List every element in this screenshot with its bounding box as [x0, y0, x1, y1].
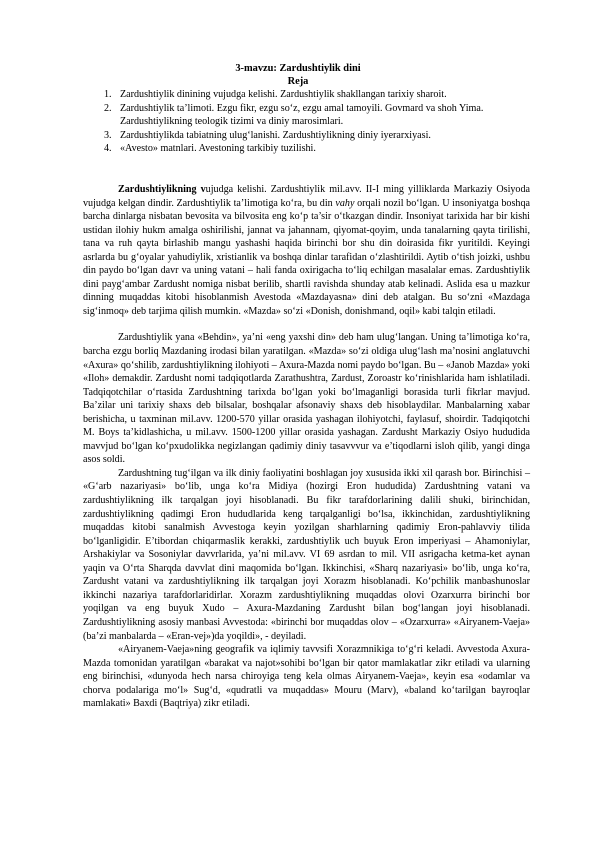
document-body [83, 183, 530, 711]
plan-item-number: 3. [104, 129, 112, 141]
plan-heading: Reja [287, 76, 309, 87]
paragraph: Zardushtning tug‘ilgan va ilk diniy faoliyatini boshlagan joy xususida ikki xil qarash bor. Birinchisi – «G‘arb nazariyasi» bo‘lib, unga ko‘ra Midiya (hozirgi Eron hududida) Zardushtning vatani va zardushtiylikning ilk tarqalgan joyi hisoblanadi. Bu fikr tarafdorlarining dalili shuki, birinchidan, zardushtiylikning qadimgi Eron hududlarida keng tarqalganligi bo‘lsa, ikkinchidan, zardushtiylikning muqaddas kitobi sanalmish Avvestoga keyin yozilgan sharhlarning qadimiy Eron-pahlavviy tilida bo‘lganligidir. E’tibordan chiqarmaslik kerakki, zardushtiylik uch buyuk Eron imperiyasi – Ahamoniylar, Arshakiylar va Sosoniylar davvrlarida, ya’ni mil.avv. VI 69 asrdan to mil. VII asrigacha ketma-ket aynan yaqin va O‘rta Sharqda davvlat dini maqomida bo‘lgan. Ikkinchisi, «Sharq nazariyasi» bo‘lib, unga ko‘ra, Zardusht vatani va zardushtiylikning ilk tarqalgan joyi Xorazm hisoblanadi. Ko‘pchilik manbashunoslar ikkinchi nazariya tarafdorlaridirlar. Xorazm zardushtiylikning muqaddas olovi Ozarxurra birinchi bor yoqilgan va eng buyuk Xudo – Axura-Mazdaning Zardusht bilan bog‘langan joyi hisoblanadi. Zardushtiylikning asosiy manbasi Avvestoda: «birinchi bor muqaddas olov – «Ozarxurra» «Airyanem-Vaeja» (ba’zi manbalarda – «Eran-vej»)da yoqildi», - deyiladi. [83, 467, 530, 642]
plan-list [104, 88, 530, 156]
paragraph: Zardushtiylik yana «Behdin», ya’ni «eng yaxshi din» deb ham ulug‘langan. Uning ta’limotiga ko‘ra, barcha ezgu borliq Mazdaning irodasi bilan yaratilgan. «Mazda» so‘zi oldiga ulug‘lash ma’nosini anglatuvchi «Axura» qo‘shilib, zardushtiylikning ilohiyoti – Axura-Mazda nomi paydo bo‘lgan. Bu – «Janob Mazda» yoki «Iloh» demakdir. Zardusht nomi tadqiqotlarda Zarathushtra, Zardust, Zoroastr ko‘rinishlarida ham ishlatiladi. Tadqiqotchilar o‘rtasida Zardushtning tarixda bo‘lgan yoki bo‘lmaganligi borasida turli fikrlar mavjud. Ba’zilar uni tarixiy shaxs deb bilsalar, boshqalar afsonaviy shaxs deb hisoblaydilar. Manbalarning xabar berishicha, u taxminan mil.avv. 1200-570 yillar orasida yashagan ilohiyotchi, faylasuf, shoirdir. Tadqiqotchi M. Boys ta’kidlashicha, u mil.avv. 1500-1200 yillar orasida yashagan. Zardusht Markaziy Osiyo hududida mavvjud bo‘lgan ko‘pxudolikka negizlangan qadimiy diniy tasavvvur va e’tiqodlarni isloh qilib, yangi dinga asos soldi. [83, 332, 530, 466]
plan-item-text: Zardushtiylik dinining vujudga kelishi. Zardushtiylik shakllangan tarixiy sharoit. [120, 89, 447, 100]
plan-item-text: «Avesto» matnlari. Avestoning tarkibiy tuzilishi. [120, 143, 316, 154]
paragraph-text: ujudga kelishi. Zardushtiylik mil.avv. II-I ming yilliklarda Markaziy Osiyoda vujudga kelgan dindir. Zardushtiylik ta’limotiga ko‘ra, bu din [83, 184, 530, 209]
plan-item-number: 1. [104, 89, 112, 100]
plan-item-text: Zardushtiylikda tabiatning ulug‘lanishi. Zardushtiylikning diniy iyerarxiyasi. [120, 129, 431, 141]
emphasis-text: vahy [335, 197, 355, 209]
paragraph: «Airyanem-Vaeja»ning geografik va iqlimiy tavvsifi Xorazmnikiga to‘g‘ri keladi. Avvestoda Axura-Mazda tomonidan yaratilgan «barakat va najot»sohibi bo‘lgan bir qator mamlakatlar zikr etiladi va ularning eng birinchisi, «dunyoda hech narsa chiroyiga teng kela olmas Airyanem-Vaeja», keyin esa «odamlar va chorva podalariga mo‘l» Sug‘d, «qudratli va muqaddas» Mouru (Marv), «baland ko‘tarilgan bayroqlar mamlakati» Baxdi (Baqtriya) zikr etiladi. [83, 644, 530, 710]
page-title: 3-mavzu: Zardushtiylik dini [235, 63, 361, 74]
paragraph-lead: Zardushtiylikning v [118, 184, 206, 195]
plan-item [104, 129, 530, 143]
paragraph-text: orqali nozil bo‘lgan. U insoniyatga boshqa barcha dinlarga nisbatan bevosita va bilvosita eng ko‘p ta’sir o‘tkazgan dindir. Insoniyat tarixida har bir kishi ustidan ilohiy hukm amalga oshirilishi, jannat va jahannam, qiyomat-qoyim, unda tanalarning qayta tirilishi, tana va ruh qayta birlashib mangu yashashi haqida birinchi bor shu din doirasida fikr yuritildi. Keyingi asrlarda bu g‘oyalar yahudiylik, xristianlik va boshqa dinlar tarafidan o‘zlashtirildi. Aytib o‘tish joizki, ushbu din paydo bo‘lgan davr va uning vatani – hali fanda oxirigacha to‘liq echilgan masalalar emas. Zardushtiylik dini payg‘ambar Zardusht nomiga nisbat berilib, shartli ravishda shunday atab kelinadi. Aslida esa u mazkur dinning muqaddas kitobi hisoblanmish Avestoda «Mazdayasna» dini deb atalgan. Bu so‘zni «Mazdaga sig‘inmoq» deb tarjima qilish mumkin. «Mazda» so‘zi «Donish, donishmand, oqil» kabi talqin etiladi. [83, 197, 530, 317]
plan-item-text: Zardushtiylik ta’limoti. Ezgu fikr, ezgu so‘z, ezgu amal tamoyili. Govmard va shoh Yima. Zardushtiylikning teologik tizimi va diniy marosimlari. [120, 102, 484, 127]
paragraph [83, 183, 530, 318]
plan-item-number: 4. [104, 143, 112, 154]
plan-item [104, 142, 530, 156]
plan-item [104, 102, 530, 129]
plan-item [104, 88, 530, 102]
plan-item-number: 2. [104, 102, 112, 114]
